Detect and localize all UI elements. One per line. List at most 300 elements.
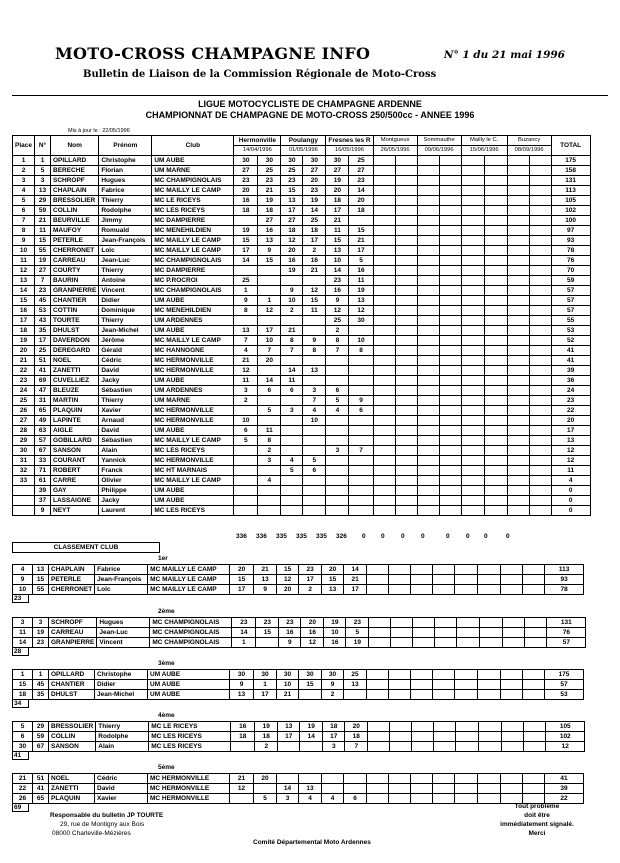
place-cell: 5 <box>13 196 35 206</box>
score-cell <box>484 346 507 356</box>
score-cell <box>455 784 478 794</box>
score-cell: 9 <box>281 286 303 296</box>
place-cell: 17 <box>13 316 35 326</box>
place-cell <box>13 506 35 516</box>
total-cell: 57 <box>547 638 586 648</box>
score-cell <box>395 306 417 316</box>
column-total-value: 336 <box>256 533 267 540</box>
column-total-value: 0 <box>506 533 510 540</box>
club-cell: MC MAILLY LE CAMP <box>152 336 234 346</box>
score-cell <box>523 680 545 690</box>
score-cell: 20 <box>301 618 324 628</box>
score-cell <box>417 396 439 406</box>
num-cell: 5 <box>35 166 51 176</box>
score-cell: 14 <box>232 628 256 638</box>
score-cell: 20 <box>258 356 281 366</box>
score-cell: 13 <box>258 236 281 246</box>
prenom-cell: Jean-François <box>95 575 148 585</box>
score-cell: 11 <box>258 426 281 436</box>
score-cell <box>433 680 455 690</box>
table-row <box>13 376 591 386</box>
club-points-total: 28 <box>12 647 29 656</box>
score-cell: 12 <box>281 236 303 246</box>
total-cell: 113 <box>551 186 590 196</box>
place-cell: 5 <box>13 722 33 732</box>
score-cell <box>461 326 484 336</box>
score-cell: 25 <box>258 166 281 176</box>
nom-cell: PETERLE <box>49 575 95 585</box>
column-total-value: 0 <box>381 533 385 540</box>
score-cell <box>326 456 349 466</box>
score-cell <box>389 670 411 680</box>
total-cell: 23 <box>551 396 590 406</box>
score-cell <box>303 486 326 496</box>
num-cell: 59 <box>35 206 51 216</box>
score-cell <box>529 426 551 436</box>
num-cell: 15 <box>33 575 49 585</box>
score-cell <box>461 496 484 506</box>
score-cell <box>507 206 529 216</box>
score-cell: 11 <box>281 376 303 386</box>
score-cell <box>373 486 395 496</box>
score-cell: 18 <box>231 732 255 742</box>
club-cell: MC CHAMPIGNOLAIS <box>150 638 232 648</box>
score-cell: 18 <box>234 206 258 216</box>
score-cell <box>501 784 523 794</box>
score-cell: 17 <box>254 690 277 700</box>
score-cell: 5 <box>303 456 326 466</box>
score-cell: 10 <box>303 416 326 426</box>
score-cell <box>349 426 373 436</box>
score-cell <box>395 486 417 496</box>
score-cell <box>395 406 417 416</box>
score-cell <box>349 456 373 466</box>
score-cell <box>389 784 411 794</box>
nom-cell: CHERRONET <box>49 585 95 595</box>
score-cell <box>529 506 551 516</box>
score-cell <box>417 416 439 426</box>
score-cell <box>529 266 551 276</box>
score-cell <box>234 476 258 486</box>
score-cell <box>234 316 258 326</box>
score-cell: 16 <box>301 628 324 638</box>
club-points-total: 41 <box>12 751 29 760</box>
club-cell: UM MARNE <box>152 396 234 406</box>
score-cell <box>258 416 281 426</box>
nom-cell: COLLIN <box>51 206 99 216</box>
score-cell: 17 <box>323 732 345 742</box>
score-cell <box>501 565 523 575</box>
score-cell <box>433 575 455 585</box>
score-cell <box>281 316 303 326</box>
club-cell: UM ARDENNES <box>152 316 234 326</box>
num-cell: 3 <box>33 618 49 628</box>
score-cell <box>507 396 529 406</box>
score-cell: 17 <box>326 206 349 216</box>
club-cell: UM ARDENNES <box>152 386 234 396</box>
club-cell: UM AUBE <box>152 296 234 306</box>
total-cell: 105 <box>546 722 585 732</box>
score-cell <box>439 266 461 276</box>
nom-cell: BRESSOLIER <box>51 196 99 206</box>
place-cell: 15 <box>13 680 33 690</box>
score-cell <box>373 346 395 356</box>
place-cell: 32 <box>13 466 35 476</box>
score-cell <box>501 774 523 784</box>
score-cell <box>484 316 507 326</box>
num-cell: 65 <box>33 794 49 804</box>
club-cell: MC HT MARNAIS <box>152 466 234 476</box>
score-cell <box>303 496 326 506</box>
club-points-total: 34 <box>12 699 29 708</box>
score-cell <box>390 722 412 732</box>
nom-cell: SCHROPF <box>51 176 99 186</box>
score-cell <box>461 206 484 216</box>
place-cell: 26 <box>13 794 33 804</box>
nom-cell: COLLIN <box>49 732 96 742</box>
club-cell: MC LE RICEYS <box>152 196 234 206</box>
score-cell: 19 <box>303 196 326 206</box>
club-cell: UM AUBE <box>152 156 234 166</box>
score-cell: 16 <box>303 256 326 266</box>
score-cell <box>507 446 529 456</box>
score-cell <box>529 406 551 416</box>
score-cell: 15 <box>349 226 373 236</box>
score-cell <box>529 306 551 316</box>
nom-cell: BERECHE <box>51 166 99 176</box>
nom-cell: ROBERT <box>51 466 99 476</box>
responsible-address: 29, rue de Montigny aux Bois <box>60 821 145 828</box>
club-cell: MC MAILLY LE CAMP <box>152 246 234 256</box>
score-cell <box>461 216 484 226</box>
score-cell: 12 <box>234 366 258 376</box>
classement-club-label: CLASSEMENT CLUB <box>12 542 160 553</box>
score-cell <box>300 742 323 752</box>
score-cell <box>373 386 395 396</box>
score-cell <box>456 732 479 742</box>
prenom-cell: Rodolphe <box>96 732 149 742</box>
total-cell: 113 <box>545 565 584 575</box>
total-cell: 39 <box>545 784 584 794</box>
place-cell: 18 <box>13 690 33 700</box>
score-cell: 3 <box>234 386 258 396</box>
place-cell: 20 <box>13 346 35 356</box>
table-row <box>13 774 584 784</box>
score-cell <box>439 216 461 226</box>
score-cell <box>367 794 389 804</box>
score-cell <box>413 618 435 628</box>
score-cell <box>395 266 417 276</box>
num-cell: 37 <box>35 496 51 506</box>
score-cell <box>461 306 484 316</box>
score-cell: 13 <box>299 784 322 794</box>
prenom-cell: David <box>95 784 148 794</box>
score-cell <box>417 206 439 216</box>
score-cell <box>258 496 281 506</box>
score-cell <box>529 256 551 266</box>
score-cell <box>439 206 461 216</box>
score-cell: 17 <box>299 575 322 585</box>
score-cell <box>417 236 439 246</box>
score-cell: 20 <box>322 565 344 575</box>
score-cell <box>484 436 507 446</box>
comite-name: Comité Départemental Moto Ardennes <box>253 839 371 846</box>
prenom-cell: Sébastien <box>99 386 152 396</box>
score-cell <box>434 732 456 742</box>
club-cell: MC DAMPIERRE <box>152 266 234 276</box>
score-cell <box>461 506 484 516</box>
num-cell: 41 <box>35 366 51 376</box>
club-cell: MC MAILLY LE CAMP <box>152 236 234 246</box>
score-cell <box>439 316 461 326</box>
score-cell <box>395 416 417 426</box>
club-cell: MC MENEHILDIEN <box>152 226 234 236</box>
score-cell <box>461 166 484 176</box>
score-cell <box>373 156 395 166</box>
score-cell: 19 <box>234 226 258 236</box>
score-cell <box>395 386 417 396</box>
total-cell: 100 <box>551 216 590 226</box>
place-cell: 12 <box>13 266 35 276</box>
score-cell <box>258 506 281 516</box>
total-cell: 0 <box>551 506 590 516</box>
score-cell <box>417 246 439 256</box>
score-cell <box>455 575 478 585</box>
score-cell <box>484 366 507 376</box>
score-cell: 4 <box>326 406 349 416</box>
score-cell: 21 <box>303 266 326 276</box>
score-cell <box>439 496 461 506</box>
score-cell <box>258 286 281 296</box>
table-row <box>13 386 591 396</box>
score-cell <box>369 638 391 648</box>
prenom-cell: Loïc <box>95 585 148 595</box>
score-cell <box>303 476 326 486</box>
score-cell <box>395 226 417 236</box>
score-cell: 21 <box>344 575 367 585</box>
score-cell <box>480 638 503 648</box>
score-cell: 16 <box>279 628 301 638</box>
num-cell: 45 <box>33 680 49 690</box>
num-cell: 35 <box>33 690 49 700</box>
score-cell <box>417 286 439 296</box>
score-cell <box>369 618 391 628</box>
score-cell <box>367 565 389 575</box>
score-cell <box>507 286 529 296</box>
score-cell <box>523 565 545 575</box>
score-cell <box>439 246 461 256</box>
score-cell: 5 <box>326 396 349 406</box>
table-row <box>13 196 591 206</box>
score-cell: 14 <box>300 732 323 742</box>
score-cell <box>234 486 258 496</box>
score-cell: 13 <box>230 690 254 700</box>
score-cell <box>479 742 502 752</box>
total-cell: 12 <box>546 742 585 752</box>
score-cell <box>439 486 461 496</box>
score-cell: 12 <box>301 638 324 648</box>
score-cell <box>368 722 390 732</box>
score-cell <box>395 356 417 366</box>
nom-cell: LAPINTE <box>51 416 99 426</box>
column-total-value: 0 <box>466 533 470 540</box>
score-cell <box>326 486 349 496</box>
score-cell: 21 <box>230 774 254 784</box>
score-cell <box>258 486 281 496</box>
score-cell <box>461 196 484 206</box>
table-row <box>13 565 584 575</box>
score-cell: 19 <box>346 638 369 648</box>
score-cell <box>373 286 395 296</box>
num-cell: 41 <box>33 784 49 794</box>
score-cell <box>478 585 501 595</box>
score-cell <box>461 176 484 186</box>
score-cell: 23 <box>232 618 256 628</box>
column-total-value: 335 <box>316 533 327 540</box>
score-cell: 9 <box>322 680 344 690</box>
num-cell: 67 <box>35 446 51 456</box>
score-cell: 30 <box>322 670 344 680</box>
nom-cell: CARREAU <box>49 628 97 638</box>
score-cell: 19 <box>281 266 303 276</box>
score-cell <box>455 585 478 595</box>
nom-cell: CARRE <box>51 476 99 486</box>
num-cell: 21 <box>35 216 51 226</box>
nom-cell: CHANTIER <box>51 296 99 306</box>
score-cell: 8 <box>281 336 303 346</box>
score-cell: 21 <box>258 186 281 196</box>
score-cell <box>373 436 395 446</box>
score-cell <box>501 690 523 700</box>
score-cell: 1 <box>254 680 277 690</box>
total-cell: 105 <box>551 196 590 206</box>
nom-cell: COURANT <box>51 456 99 466</box>
score-cell <box>349 466 373 476</box>
event-date: 26/05/1996 <box>373 146 417 156</box>
score-cell <box>344 784 367 794</box>
score-cell <box>299 690 322 700</box>
place-cell: 14 <box>13 638 33 648</box>
score-cell: 5 <box>346 628 369 638</box>
table-row <box>13 286 591 296</box>
nom-cell: BRESSOLIER <box>49 722 96 732</box>
score-cell: 1 <box>258 296 281 306</box>
score-cell: 21 <box>277 690 299 700</box>
score-cell <box>417 216 439 226</box>
nom-cell: ZANETTI <box>51 366 99 376</box>
score-cell: 13 <box>278 722 300 732</box>
score-cell <box>389 690 411 700</box>
score-cell: 14 <box>277 784 299 794</box>
score-cell <box>461 276 484 286</box>
total-cell: 97 <box>551 226 590 236</box>
total-cell: 52 <box>551 336 590 346</box>
score-cell <box>234 506 258 516</box>
col-total: TOTAL <box>551 136 590 156</box>
score-cell: 19 <box>324 618 346 628</box>
score-cell <box>234 266 258 276</box>
score-cell <box>439 456 461 466</box>
total-cell: 53 <box>545 690 584 700</box>
score-cell <box>326 366 349 376</box>
score-cell <box>461 366 484 376</box>
score-cell <box>395 256 417 266</box>
score-cell <box>507 256 529 266</box>
score-cell: 21 <box>281 326 303 336</box>
score-cell: 17 <box>278 732 300 742</box>
score-cell: 16 <box>231 722 255 732</box>
score-cell <box>439 186 461 196</box>
event-name: Buzancy <box>507 136 551 146</box>
score-cell: 3 <box>303 386 326 396</box>
score-cell <box>395 426 417 436</box>
score-cell: 9 <box>326 296 349 306</box>
score-cell: 13 <box>281 196 303 206</box>
num-cell: 23 <box>33 638 49 648</box>
num-cell: 29 <box>35 196 51 206</box>
score-cell <box>326 376 349 386</box>
score-cell <box>484 276 507 286</box>
score-cell <box>461 416 484 426</box>
score-cell <box>456 742 479 752</box>
score-cell <box>439 196 461 206</box>
table-row <box>13 156 591 166</box>
total-cell: 4 <box>551 476 590 486</box>
score-cell <box>479 722 502 732</box>
score-cell <box>484 476 507 486</box>
score-cell <box>395 506 417 516</box>
table-row <box>13 226 591 236</box>
score-cell <box>439 306 461 316</box>
total-cell: 36 <box>551 376 590 386</box>
score-cell: 6 <box>258 386 281 396</box>
score-cell: 21 <box>234 356 258 366</box>
prenom-cell: Laurent <box>99 506 152 516</box>
num-cell: 13 <box>33 565 49 575</box>
score-cell: 17 <box>344 585 367 595</box>
score-cell <box>395 286 417 296</box>
place-cell: 27 <box>13 416 35 426</box>
place-cell: 18 <box>13 326 35 336</box>
score-cell <box>373 466 395 476</box>
event-name: Montgueux <box>373 136 417 146</box>
prenom-cell: Thierry <box>99 316 152 326</box>
score-cell <box>258 316 281 326</box>
score-cell <box>349 506 373 516</box>
score-cell <box>303 326 326 336</box>
club-cell: MC LES RICEYS <box>152 506 234 516</box>
score-cell: 16 <box>349 266 373 276</box>
score-cell <box>417 276 439 286</box>
score-cell <box>433 670 455 680</box>
score-cell <box>395 366 417 376</box>
club-cell: MC HANNOGNE <box>152 346 234 356</box>
score-cell <box>461 356 484 366</box>
score-cell: 23 <box>256 618 279 628</box>
club-cell: MC LES RICEYS <box>149 742 231 752</box>
score-cell <box>439 226 461 236</box>
score-cell: 20 <box>281 246 303 256</box>
prenom-cell: David <box>99 426 152 436</box>
score-cell <box>299 774 322 784</box>
score-cell <box>484 506 507 516</box>
score-cell: 30 <box>299 670 322 680</box>
score-cell <box>507 246 529 256</box>
score-cell <box>435 618 457 628</box>
score-cell <box>478 690 501 700</box>
score-cell <box>281 486 303 496</box>
column-total-value: 336 <box>236 533 247 540</box>
